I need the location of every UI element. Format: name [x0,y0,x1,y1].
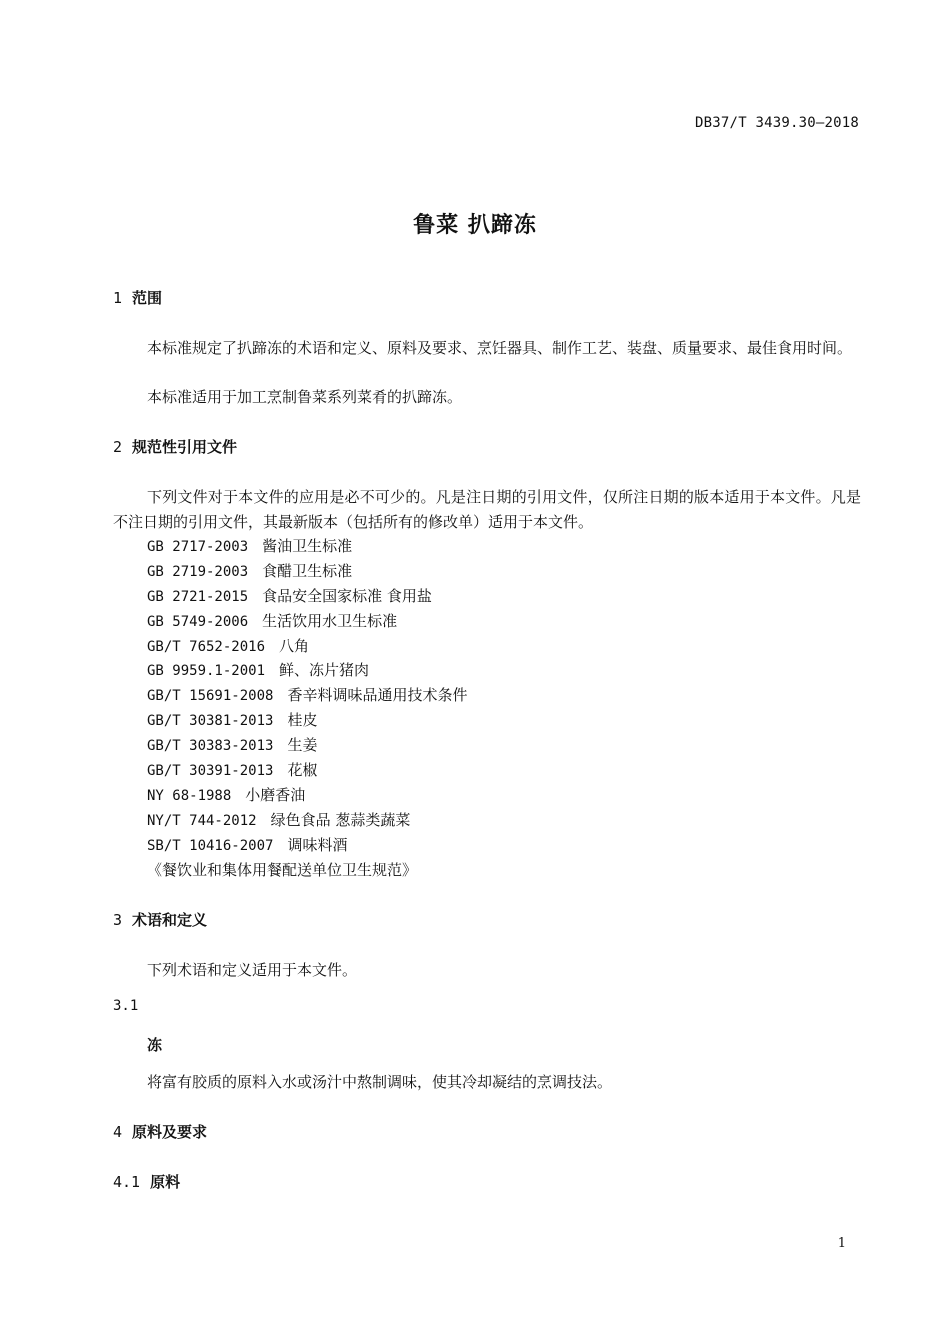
reference-name: 小磨香油 [245,785,306,804]
section-number: 2 [113,438,123,456]
section-title: 范围 [132,289,163,307]
document-title: 鲁菜 扒蹄冻 [413,213,537,238]
subsection-number: 4.1 [113,1173,141,1191]
page-number: 1 [837,1236,846,1251]
reference-code: GB 2721-2015 [147,588,249,605]
reference-item [147,683,467,708]
reference-name: 鲜、冻片猪肉 [279,661,370,680]
reference-item [147,634,467,659]
reference-code: NY 68-1988 [147,787,232,804]
section-heading-terms [113,910,207,930]
reference-name: 香辛料调味品通用技术条件 [287,686,468,705]
reference-code: GB/T 30381-2013 [147,713,274,730]
section-heading-scope [113,288,162,308]
reference-list [147,534,467,882]
reference-name: 调味料酒 [287,835,348,854]
reference-item [147,584,467,609]
term-name: 冻 [147,1036,163,1054]
reference-item [147,758,467,783]
standard-code: DB37/T 3439.30—2018 [695,115,859,131]
section-number: 1 [113,289,123,307]
reference-code: GB 2717-2003 [147,539,249,555]
subsection-heading-raw-materials [113,1172,180,1192]
reference-code: NY/T 744-2012 [147,812,257,829]
reference-name: 食品安全国家标准 食用盐 [262,586,432,605]
section-heading-references [113,437,237,457]
reference-name: 花椒 [287,761,318,780]
section-number: 3 [113,911,123,929]
reference-item [147,658,467,683]
term-definition: 将富有胶质的原料入水或汤汁中熬制调味，使其冷却凝结的烹调技法。 [147,1073,613,1091]
reference-code: GB/T 30391-2013 [147,763,274,780]
reference-code: GB/T 15691-2008 [147,688,274,705]
reference-name: 八角 [279,636,310,655]
reference-item [147,609,467,634]
subsection-title: 原料 [150,1173,181,1191]
reference-item [147,534,467,559]
section-heading-materials [113,1122,207,1142]
term-number: 3.1 [113,998,139,1014]
reference-item [147,833,467,858]
reference-name: 桂皮 [287,711,318,730]
reference-name: 酱油卫生标准 [262,537,353,555]
reference-code: GB 5749-2006 [147,613,249,630]
references-intro: 下列文件对于本文件的应用是必不可少的。凡是注日期的引用文件，仅所注日期的版本适用于本文件。凡是不注日期的引用文件，其最新版本（包括所有的修改单）适用于本文件。 [113,488,861,531]
reference-item [147,708,467,733]
section-number: 4 [113,1123,123,1141]
reference-code: SB/T 10416-2007 [147,837,274,854]
scope-paragraph-1: 本标准规定了扒蹄冻的术语和定义、原料及要求、烹饪器具、制作工艺、装盘、质量要求、最佳食用时间。 [147,339,853,357]
reference-item [147,733,467,758]
section-title: 术语和定义 [132,911,208,929]
reference-name: 生姜 [287,736,318,755]
reference-name: 食醋卫生标准 [262,561,353,580]
section-title: 原料及要求 [132,1123,208,1141]
reference-code: GB 9959.1-2001 [147,663,266,680]
scope-paragraph-2: 本标准适用于加工烹制鲁菜系列菜肴的扒蹄冻。 [147,388,463,406]
reference-item [147,783,467,808]
reference-code: GB 2719-2003 [147,563,249,580]
reference-code: GB/T 30383-2013 [147,738,274,755]
reference-code: GB/T 7652-2016 [147,638,266,655]
section-title: 规范性引用文件 [132,438,238,456]
terms-intro: 下列术语和定义适用于本文件。 [147,961,358,979]
reference-name: 绿色食品 葱蒜类蔬菜 [270,810,411,829]
reference-item [147,559,467,584]
reference-item [147,858,467,883]
reference-name: 《餐饮业和集体用餐配送单位卫生规范》 [147,860,418,879]
reference-name: 生活饮用水卫生标准 [262,611,398,630]
reference-item [147,808,467,833]
